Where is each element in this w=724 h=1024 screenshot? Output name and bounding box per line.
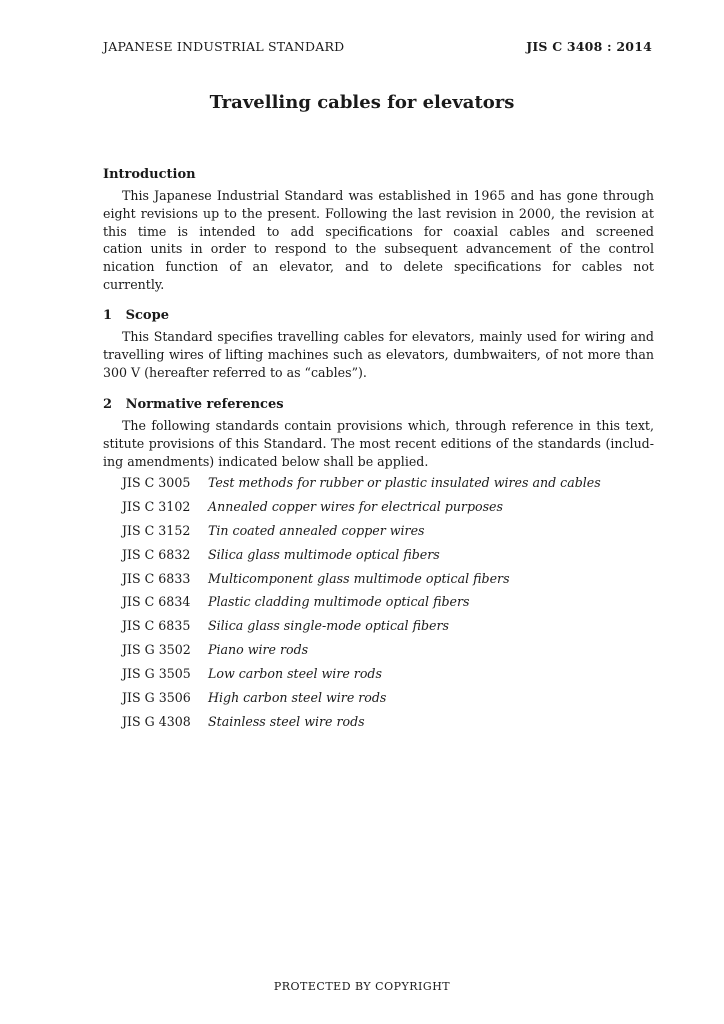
reference-code: JIS C 3102 (122, 498, 191, 514)
document-title: Travelling cables for elevators (209, 92, 515, 113)
header-standard-name: JAPANESE INDUSTRIAL STANDARD (103, 39, 345, 54)
text-line: The following standards contain provisions which, through reference in this text, (122, 418, 654, 433)
text-line: nication function of an elevator, and to delete specifications for cables not (103, 259, 654, 275)
section-title: Normative references (125, 397, 284, 412)
text-line: 300 V (hereafter referred to as “cables”). (103, 364, 367, 380)
reference-title: Multicomponent glass multimode optical fibers (208, 570, 510, 586)
introduction-heading: Introduction (103, 167, 196, 182)
text-line: eight revisions up to the present. Following the last revision in 2000, the revision at (103, 205, 654, 221)
header-standard-number: JIS C 3408 : 2014 (526, 39, 652, 54)
reference-title: Silica glass single-mode optical fibers (208, 618, 449, 634)
reference-code: JIS C 6834 (122, 594, 191, 610)
text-line: travelling wires of lifting machines such as elevators, dumbwaiters, of not more than (103, 346, 654, 362)
reference-item (122, 523, 601, 547)
reference-code: JIS C 3152 (122, 522, 191, 538)
reference-code: JIS G 3506 (122, 690, 191, 706)
reference-item (122, 666, 601, 690)
reference-title: Tin coated annealed copper wires (208, 522, 425, 538)
reference-code: JIS G 3502 (122, 642, 191, 658)
reference-code: JIS C 3005 (122, 475, 191, 490)
reference-code: JIS G 4308 (122, 713, 191, 729)
reference-code: JIS G 3505 (122, 666, 191, 682)
section-number: 1 (103, 308, 113, 323)
text-line: cation units in order to respond to the subsequent advancement of the control (103, 241, 654, 257)
reference-code: JIS C 6835 (122, 618, 191, 634)
reference-code: JIS C 6833 (122, 570, 191, 586)
normative-references-heading (103, 397, 284, 412)
reference-title: Low carbon steel wire rods (208, 666, 382, 682)
reference-item (122, 642, 601, 666)
normative-references-paragraph (103, 417, 654, 470)
text-line: this time is intended to add specifications for coaxial cables and screened (103, 223, 654, 239)
reference-item (122, 714, 601, 738)
reference-title: Annealed copper wires for electrical purposes (208, 498, 503, 514)
reference-list (122, 475, 601, 738)
reference-item (122, 475, 601, 499)
reference-item (122, 547, 601, 571)
reference-title: Piano wire rods (208, 642, 309, 658)
reference-item (122, 594, 601, 618)
text-line: ing amendments) indicated below shall be applied. (103, 453, 429, 469)
reference-code: JIS C 6832 (122, 546, 191, 562)
reference-title: Stainless steel wire rods (208, 713, 365, 729)
reference-item (122, 571, 601, 595)
reference-title: High carbon steel wire rods (208, 690, 387, 706)
reference-title: Plastic cladding multimode optical fibers (208, 594, 470, 610)
reference-item (122, 618, 601, 642)
section-number: 2 (103, 397, 113, 412)
scope-paragraph (103, 328, 654, 381)
reference-title: Test methods for rubber or plastic insulated wires and cables (208, 475, 601, 490)
text-line: currently. (103, 276, 165, 292)
text-line: This Standard specifies travelling cables for elevators, mainly used for wiring and (122, 329, 654, 344)
copyright-footer: PROTECTED BY COPYRIGHT (273, 980, 451, 993)
introduction-paragraph (103, 187, 654, 294)
text-line: This Japanese Industrial Standard was established in 1965 and has gone through (122, 188, 654, 203)
reference-item (122, 499, 601, 523)
text-line: stitute provisions of this Standard. The most recent editions of the standards (includ- (103, 435, 654, 451)
scope-heading (103, 308, 169, 323)
reference-item (122, 690, 601, 714)
reference-title: Silica glass multimode optical fibers (208, 546, 440, 562)
section-title: Scope (125, 308, 169, 323)
